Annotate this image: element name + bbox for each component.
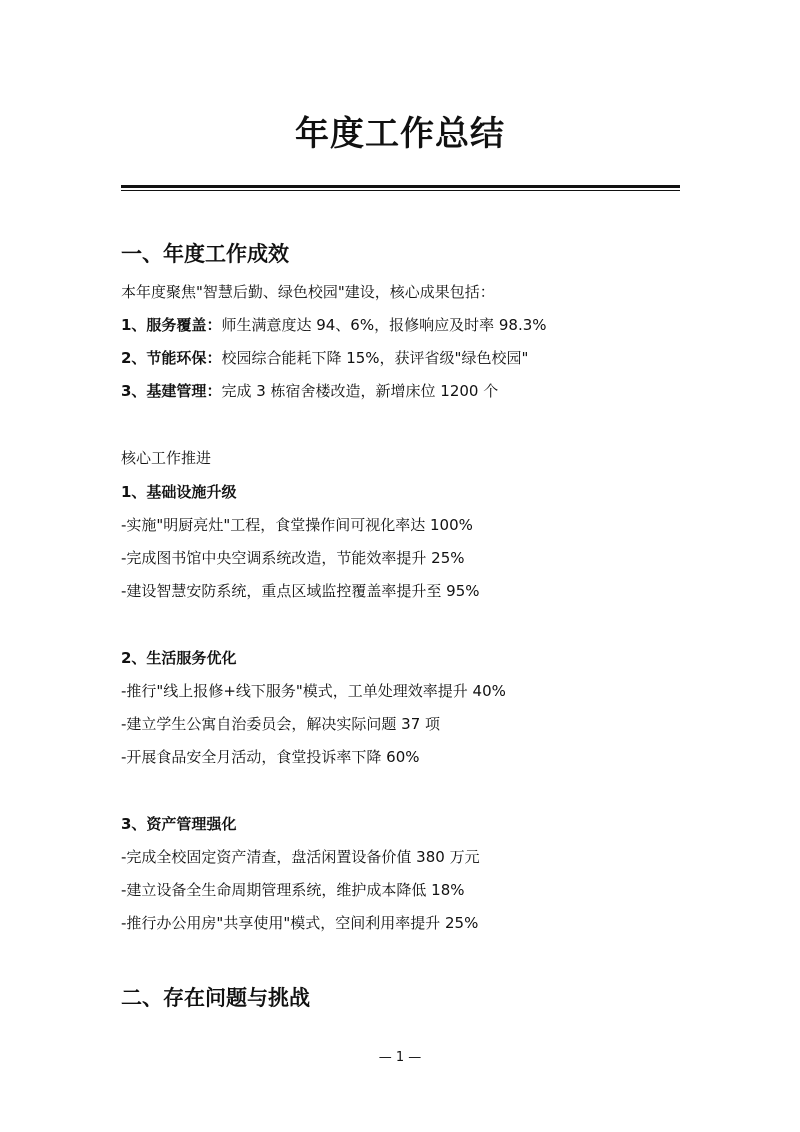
- group3-item-2: -建立设备全生命周期管理系统，维护成本降低 18%: [121, 881, 465, 899]
- group-heading-1: 1、基础设施升级: [121, 483, 237, 501]
- group1-item-3: -建设智慧安防系统，重点区域监控覆盖率提升至 95%: [121, 582, 480, 600]
- section1-heading: 一、年度工作成效: [121, 242, 289, 266]
- group1-item-1: -实施"明厨亮灶"工程，食堂操作间可视化率达 100%: [121, 516, 473, 534]
- page-number: — 1 —: [378, 1050, 422, 1065]
- result-item-3: [121, 381, 498, 401]
- result-text-3: 完成 3 栋宿舍楼改造，新增床位 1200 个: [221, 382, 499, 400]
- title-rule-thin: [121, 190, 680, 191]
- title-rule-thick: [121, 185, 680, 188]
- result-label-2: 2、节能环保：: [121, 349, 222, 367]
- result-label-3: 3、基建管理：: [121, 382, 222, 400]
- group1-item-2: -完成图书馆中央空调系统改造，节能效率提升 25%: [121, 549, 465, 567]
- group-heading-2: 2、生活服务优化: [121, 649, 237, 667]
- core-work-title: 核心工作推进: [121, 449, 212, 467]
- result-item-2: [121, 348, 528, 368]
- result-text-2: 校园综合能耗下降 15%，获评省级"绿色校园": [221, 349, 529, 367]
- result-label-1: 1、服务覆盖：: [121, 316, 222, 334]
- group3-item-1: -完成全校固定资产清查，盘活闲置设备价值 380 万元: [121, 848, 480, 866]
- group3-item-3: -推行办公用房"共享使用"模式，空间利用率提升 25%: [121, 914, 479, 932]
- group2-item-1: -推行"线上报修+线下服务"模式，工单处理效率提升 40%: [121, 682, 506, 700]
- group2-item-3: -开展食品安全月活动，食堂投诉率下降 60%: [121, 748, 420, 766]
- group2-item-2: -建立学生公寓自治委员会，解决实际问题 37 项: [121, 715, 441, 733]
- result-text-1: 师生满意度达 94、6%，报修响应及时率 98.3%: [221, 316, 547, 334]
- section1-intro: 本年度聚焦"智慧后勤、绿色校园"建设，核心成果包括：: [121, 283, 495, 301]
- group-heading-3: 3、资产管理强化: [121, 815, 237, 833]
- result-item-1: [121, 315, 547, 335]
- section2-heading: 二、存在问题与挑战: [121, 986, 310, 1010]
- document-title: 年度工作总结: [295, 114, 505, 154]
